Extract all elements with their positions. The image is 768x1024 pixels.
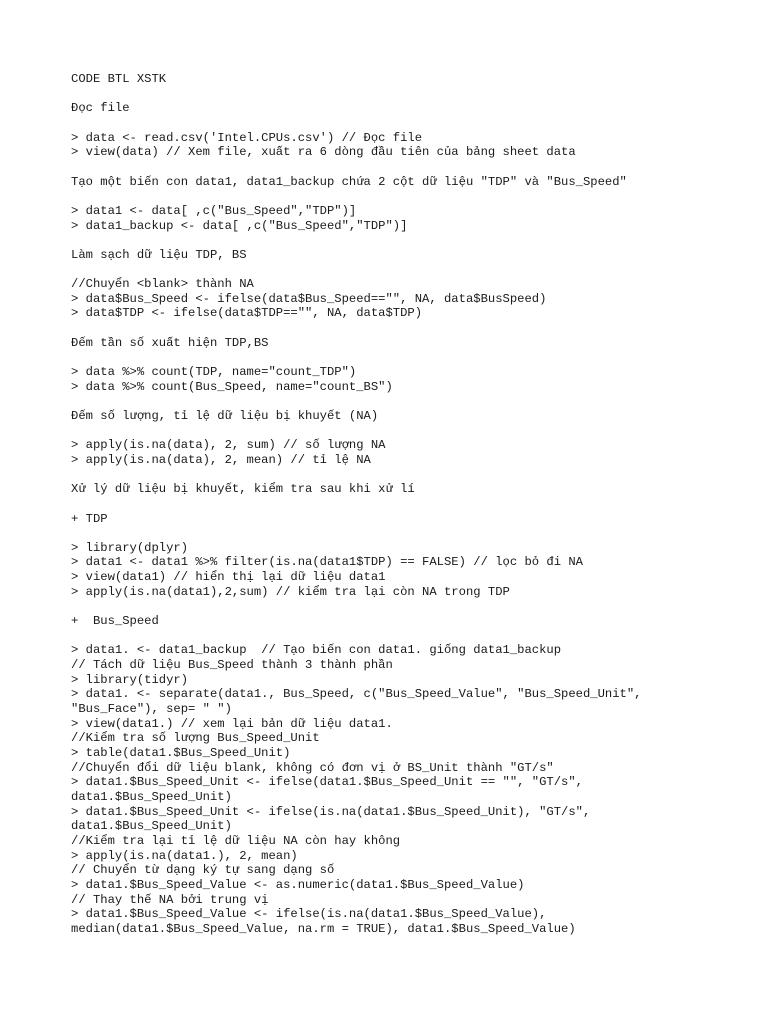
code-line: > data <- read.csv('Intel.CPUs.csv') // Đọc file: [71, 130, 423, 145]
section-heading: data1.$Bus_Speed_Unit): [71, 789, 232, 804]
code-line: > data1.$Bus_Speed_Value <- as.numeric(data1.$Bus_Speed_Value): [71, 877, 525, 892]
code-line: > data1 <- data1 %>% filter(is.na(data1$TDP) == FALSE) // lọc bỏ đi NA: [71, 555, 583, 570]
comment-line: //Chuyển <blank> thành NA: [71, 277, 254, 292]
code-line: > data$TDP <- ifelse(data$TDP=="", NA, data$TDP): [71, 306, 423, 321]
comment-line: // Thay thế NA bởi trung vị: [71, 892, 269, 907]
comment-line: //Kiểm tra lại tỉ lệ dữ liệu NA còn hay không: [71, 833, 401, 848]
blank-line: [71, 160, 731, 175]
blank-line: [71, 233, 731, 248]
section-heading: + TDP: [71, 511, 108, 526]
code-line: > view(data1) // hiển thị lại dữ liệu data1: [71, 570, 386, 585]
code-line: > data %>% count(TDP, name="count_TDP"): [71, 365, 357, 379]
code-line: > data1 <- data[ ,c("Bus_Speed","TDP")]: [71, 203, 357, 218]
section-heading: median(data1.$Bus_Speed_Value, na.rm = TRUE), data1.$Bus_Speed_Value): [71, 921, 576, 936]
comment-line: // Tách dữ liệu Bus_Speed thành 3 thành phần: [71, 658, 393, 673]
code-line: > library(tidyr): [71, 672, 189, 687]
code-line: > data1.$Bus_Speed_Value <- ifelse(is.na(data1.$Bus_Speed_Value),: [71, 907, 547, 922]
code-line: > table(data1.$Bus_Speed_Unit): [71, 745, 291, 760]
blank-line: [71, 350, 731, 365]
section-heading: Tạo một biến con data1, data1_backup chứa 2 cột dữ liệu "TDP" và "Bus_Speed": [71, 174, 627, 189]
code-line: > data1.$Bus_Speed_Unit <- ifelse(data1.$Bus_Speed_Unit == "", "GT/s",: [71, 775, 583, 790]
code-line: > library(dplyr): [71, 540, 189, 555]
code-line: > apply(is.na(data1.), 2, mean): [71, 848, 298, 863]
blank-line: [71, 262, 731, 277]
blank-line: [71, 424, 731, 439]
blank-line: [71, 116, 731, 131]
blank-line: [71, 629, 731, 644]
code-line: > view(data1.) // xem lại bản dữ liệu data1.: [71, 716, 393, 731]
section-heading: Làm sạch dữ liệu TDP, BS: [71, 247, 247, 262]
code-line: > data %>% count(Bus_Speed, name="count_BS"): [71, 379, 393, 394]
blank-line: [71, 394, 731, 409]
code-line: > view(data) // Xem file, xuất ra 6 dòng đầu tiên của bảng sheet data: [71, 145, 576, 160]
blank-line: [71, 526, 731, 541]
code-line: > data$Bus_Speed <- ifelse(data$Bus_Speed=="", NA, data$BusSpeed): [71, 291, 547, 306]
code-line: > data1_backup <- data[ ,c("Bus_Speed","TDP")]: [71, 218, 408, 233]
comment-line: //Kiểm tra số lượng Bus_Speed_Unit: [71, 731, 320, 746]
section-heading: Đếm số lượng, tỉ lệ dữ liệu bị khuyết (NA): [71, 408, 379, 423]
blank-line: [71, 321, 731, 336]
code-line: > data1.$Bus_Speed_Unit <- ifelse(is.na(data1.$Bus_Speed_Unit), "GT/s",: [71, 804, 591, 819]
section-heading: Đọc file: [71, 101, 130, 116]
comment-line: //Chuyển đổi dữ liệu blank, không có đơn vị ở BS_Unit thành "GT/s": [71, 760, 554, 775]
blank-line: [71, 468, 731, 483]
code-line: > apply(is.na(data), 2, sum) // số lượng NA: [71, 438, 386, 453]
section-heading: Đếm tần số xuất hiện TDP,BS: [71, 335, 269, 350]
blank-line: [71, 189, 731, 204]
document-body: [71, 72, 731, 936]
blank-line: [71, 497, 731, 512]
section-heading: data1.$Bus_Speed_Unit): [71, 819, 232, 834]
code-line: > apply(is.na(data1),2,sum) // kiểm tra lại còn NA trong TDP: [71, 584, 510, 599]
code-line: > apply(is.na(data), 2, mean) // tỉ lệ NA: [71, 452, 371, 467]
blank-line: [71, 599, 731, 614]
section-heading: + Bus_Speed: [71, 614, 159, 629]
code-line: > data1. <- separate(data1., Bus_Speed, c("Bus_Speed_Value", "Bus_Speed_Unit",: [71, 687, 642, 702]
section-heading: "Bus_Face"), sep= " "): [71, 701, 232, 716]
blank-line: [71, 87, 731, 102]
section-heading: Xử lý dữ liệu bị khuyết, kiểm tra sau khi xử lí: [71, 482, 415, 497]
code-line: > data1. <- data1_backup // Tạo biến con data1. giống data1_backup: [71, 643, 562, 658]
document-title: CODE BTL XSTK: [71, 72, 167, 86]
comment-line: // Chuyển từ dạng ký tự sang dạng số: [71, 863, 335, 878]
